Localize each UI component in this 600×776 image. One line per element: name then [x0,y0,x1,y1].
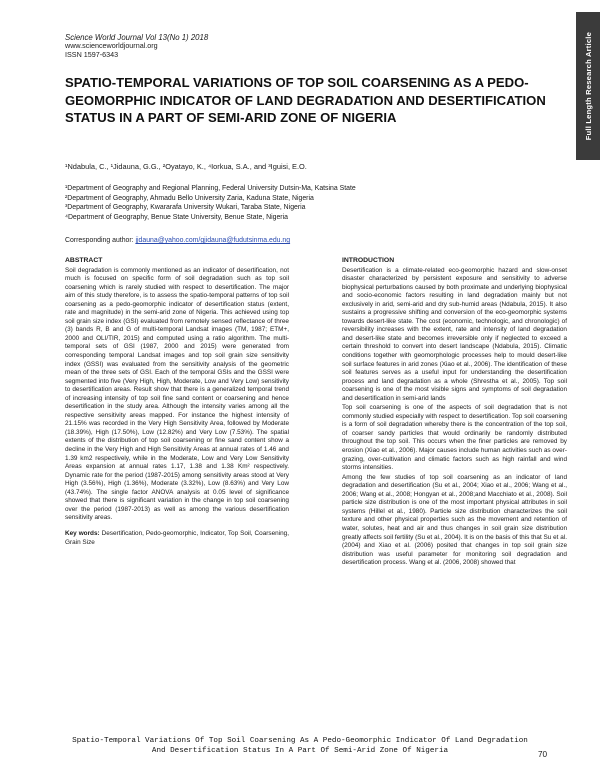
abstract-column [65,257,289,548]
keywords-text: Desertification, Pedo-geomorphic, Indicator, Top Soil, Coarsening, Grain Size [65,529,289,546]
article-type-label: Full Length Research Article [583,31,593,141]
affiliation-3: ³Department of Geography, Kwararafa University Wukari, Taraba State, Nigeria [65,204,306,212]
intro-paragraph: Desertification is a climate-related eco-geomorphic hazard and slow-onset disaster characterized by persistent exposure and sensitivity to adverse biophysical perturbations caused by both proximate and underlying biophysical and socio-economic factors resulting in land degradation mainly but not exclusively in arid, semi-arid and dry sub-humid areas (Ndabula, 2015). It also sustains a progressive shifting and conversion of the eco-geomorphic systems towards desert-like state. The cost (economic, technologic, and chronologic) of reversibility increases with the extent, rate and intensity of land degradation and desert-like state and becomes irreversible only if neglected to exceed a certain threshold to convert into desert landscape (Ndabula, 2015). Climatic conditions together with geomorphologic processes help to mould desert-like soil surface features in arid zones (Xiao et al., 2006). The identification of these soil features serves as a useful input for understanding the desertification process and land degradation as a whole (Shrestha et al., 2005). Top soil coarsening is one of the most visible signs and symptoms of soil degradation and desertification in semi-arid lands [342,266,567,402]
keywords [65,530,289,547]
affiliation-2: ²Department of Geography, Ahmadu Bello University Zaria, Kaduna State, Nigeria [65,194,314,202]
page-number: 70 [538,750,548,759]
corresponding-author [65,237,290,244]
author-list: ¹Ndabula, C., ¹Jidauna, G.G., ²Oyatayo, K., ⁴Iorkua, S.A., and ³Iguisi, E.O. [65,162,307,171]
journal-issn: ISSN 1597-6343 [65,49,119,59]
journal-url[interactable]: www.scienceworldjournal.org [65,41,158,51]
affiliation-4: ⁴Department of Geography, Benue State University, Benue State, Nigeria [65,214,288,222]
introduction-heading: INTRODUCTION [342,257,395,264]
keywords-label: Key words: [65,529,100,537]
affiliation-1: ¹Department of Geography and Regional Planning, Federal University Dutsin-Ma, Katsina State [65,185,356,192]
journal-citation: Science World Journal Vol 13(No 1) 2018 [65,33,209,42]
introduction-column [342,257,567,569]
intro-paragraph: Top soil coarsening is one of the aspects of soil degradation that is not commonly studied especially with respect to desertification. Top soil coarsening is a form of soil degradation whereby there is the concentration of the top soil, of coarser sandy particles that would ordinarily be randomly distributed throughout the top soil. This occurs when the finer particles are removed by erosion (Xiao et al., 2006). Major causes include human activities such as over-grazing, over-cultivation and climatic factors such as high rainfall and wind storms intensities. [342,404,567,472]
affiliations [65,184,356,223]
running-title-footer: Spatio-Temporal Variations Of Top Soil Coarsening As A Pedo-Geomorphic Indicator Of Land Degradation And Desertification Status In A Part Of Semi-Arid Zone Of Nigeria [72,737,528,755]
abstract-heading: ABSTRACT [65,257,103,264]
intro-paragraph: Among the few studies of top soil coarsening as an indicator of land degradation and desertification (Su et al., 2004; Xiao et al., 2006; Wang et al., 2006; Wang et al., 2008; Hongyan et al., 2008;and Macchiato et al., 2008). Soil particle size distribution is one of the most important physical attributes in soil systems (Hillel et al., 1980). Particle size distribution characterizes the soil texture and other physical properties such as the movement and retention of water, solutes, heat and air and thus changes in soil grain size distribution greatly affects soil fertility (Su et al., 2004). It is on the basis of this that Su et al. (2004) and Xiao et al. (2006) posited that changes in top soil grain size distribution was useful parameter for monitoring soil degradation and desertification process. Wang et al. (2006, 2008) showed that [342,473,567,567]
corresponding-email-link[interactable]: jjdauna@yahoo.com/gjidauna@fudutsinma.edu.ng [135,237,291,244]
paper-title: SPATIO-TEMPORAL VARIATIONS OF TOP SOIL COARSENING AS A PEDO-GEOMORPHIC INDICATOR OF LAND DEGRADATION AND DESERTIFICATION STATUS IN A PART OF SEMI-ARID ZONE OF NIGERIA [65,75,546,125]
abstract-text: Soil degradation is commonly mentioned as an indicator of desertification, not much is focused on specific form of soil degradation such as top soil coarsening which is rarely studied with respect to desertification. The major aim of this study therefore, is to assess the spatio-temporal patterns of top soil coarsening as a pedo-geomorphic indicator of desertification status (extent, rate and magnitude) in the semi-arid zone of Nigeria. This achieved using top soil grain size index (GSI) evaluated from remotely sensed reflectance of three (3) bands R, B and G of multi-temporal Landsat images (TM, 1987; ETM+, 2000 and OLI/TIR, 2015) and computed using a ratio algorithm. The multi-temporal sets of GSI (1987, 2000 and 2015) were generated from corresponding temporal Landsat images and top soil grain size sensitivity index (GSSI) was evaluated from the sensitivity analysis of the geometric mean of the three sets of GSI. Each of the temporal GSIs and the GSSI were segmented into five (Very High, High, Moderate, Low and Very Low) sensitivity to desertification areas. Result show that there is a generalized temporal trend of increasing intensity of top soil fine sand content or coarsening and hence desertification in the study area. Although the intensity varies among all the respective sensitivity areas mapped. For instance the highest intensity of 21.15% was recorded in the Very High Sensitivity Area, followed by Moderate (18.39%), High (17.50%), Low (12.82%) and Very Low (7.53%). The spatial extents of the distribution of top soil coarsening or fine sand content show a decline in the Very High and High Sensitivity Areas at annual rates of 1.46 and 1.39 km2 respectively, while in the Moderate, Low and Very Low Sensitivity Areas expansion at annual rates 1.17, 1.38 and 1.38 Km² respectively. Dynamic rate for the period (1987-2015) among sensitivity areas stood at Very High (3.56%), High (1.36%), Moderate (3.32%), Low (8.63%) and Very Low (43.74%). The single factor ANOVA analysis at 0.05 level of significance showed that there is significant variation in the change in top soil coarsening over the period (1987-2013) as well as among the various desertification sensitivity areas. [65,266,289,522]
journal-masthead [65,34,208,59]
article-type-tab [576,12,600,160]
corresponding-label: Corresponding author: [65,237,136,244]
